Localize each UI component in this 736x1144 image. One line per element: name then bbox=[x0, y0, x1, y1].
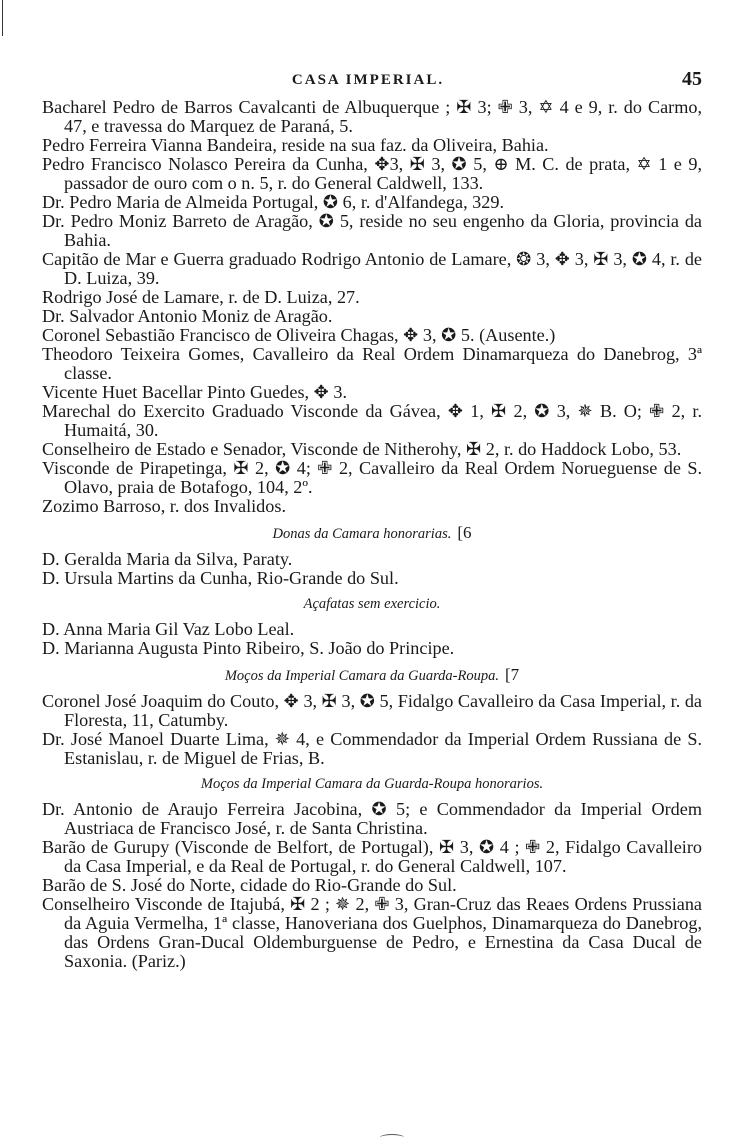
page-number: 45 bbox=[682, 68, 702, 90]
list-item: Marechal do Exercito Graduado Visconde da Gávea, ✥ 1, ✠ 2, ✪ 3, ✵ B. O; ✙ 2, r. Humaitá, 30. bbox=[42, 401, 702, 440]
list-item: Dr. Pedro Moniz Barreto de Aragão, ✪ 5, reside no seu engenho da Gloria, provincia da Bahia. bbox=[42, 211, 702, 250]
list-item: Conselheiro de Estado e Senador, Visconde de Nitherohy, ✠ 2, r. do Haddock Lobo, 53. bbox=[42, 439, 682, 459]
section-ref: [6 bbox=[457, 523, 472, 542]
list-item: Coronel Sebastião Francisco de Oliveira Chagas, ✥ 3, ✪ 5. (Ausente.) bbox=[42, 325, 556, 345]
section-heading-mocos-honorarios bbox=[42, 775, 702, 794]
section-title: Moços da Imperial Camara da Guarda-Roupa. bbox=[224, 668, 499, 684]
section-ref: [7 bbox=[504, 665, 520, 684]
list-item: D. Ursula Martins da Cunha, Rio-Grande do Sul. bbox=[42, 568, 399, 588]
list-item: Coronel José Joaquim do Couto, ✥ 3, ✠ 3, ✪ 5, Fidalgo Cavalleiro da Casa Imperial, r. da Floresta, 11, Catumby. bbox=[42, 691, 702, 730]
page-content bbox=[42, 98, 702, 971]
list-item: Barão de Gurupy (Visconde de Belfort, de Portugal), ✠ 3, ✪ 4 ; ✙ 2, Fidalgo Cavalleiro da Casa Imperial, e da Real de Portugal, r. do General Caldwell, 107. bbox=[42, 837, 702, 876]
entry-list-3 bbox=[42, 620, 702, 658]
entry-list-4 bbox=[42, 692, 702, 768]
list-item: Capitão de Mar e Guerra graduado Rodrigo Antonio de Lamare, ❂ 3, ✥ 3, ✠ 3, ✪ 4, r. de D. Luiza, 39. bbox=[42, 249, 702, 288]
list-item: Vicente Huet Bacellar Pinto Guedes, ✥ 3. bbox=[42, 382, 348, 402]
page-bottom-mark bbox=[380, 1134, 404, 1141]
list-item: Conselheiro Visconde de Itajubá, ✠ 2 ; ✵ 2, ✙ 3, Gran-Cruz das Reaes Ordens Prussiana da Aguia Vermelha, 1ª classe, Hanoveriana dos Guelphos, Dinamarqueza do Danebrog, das Ordens Gran-Ducal Oldemburguense de Pedro, e Ernestina da Casa Ducal de Saxonia. (Pariz.) bbox=[42, 894, 702, 971]
list-item: D. Marianna Augusta Pinto Ribeiro, S. João do Principe. bbox=[42, 638, 455, 658]
list-item: Pedro Ferreira Vianna Bandeira, reside na sua faz. da Oliveira, Bahia. bbox=[42, 135, 549, 155]
list-item: D. Geralda Maria da Silva, Paraty. bbox=[42, 549, 293, 569]
running-title: CASA IMPERIAL. bbox=[291, 72, 445, 88]
list-item: Dr. Pedro Maria de Almeida Portugal, ✪ 6, r. d'Alfandega, 329. bbox=[42, 192, 504, 212]
entry-list-1 bbox=[42, 98, 702, 516]
list-item: Dr. Antonio de Araujo Ferreira Jacobina, ✪ 5; e Commendador da Imperial Ordem Austriaca de Francisco José, r. de Santa Christina. bbox=[42, 799, 702, 838]
section-title: Moços da Imperial Camara da Guarda-Roupa honorarios. bbox=[200, 776, 544, 792]
list-item: Pedro Francisco Nolasco Pereira da Cunha, ✥3, ✠ 3, ✪ 5, ⊕ M. C. de prata, ✡ 1 e 9, passador de ouro com o n. 5, r. do General Caldwell, 133. bbox=[42, 154, 702, 193]
section-title: Açafatas sem exercicio. bbox=[303, 596, 441, 612]
section-heading-acafatas bbox=[42, 595, 702, 614]
section-title: Donas da Camara honorarias. bbox=[272, 526, 452, 542]
section-heading-mocos bbox=[42, 665, 702, 686]
list-item: Theodoro Teixeira Gomes, Cavalleiro da Real Ordem Dinamarqueza do Danebrog, 3ª classe. bbox=[42, 344, 702, 383]
list-item: Barão de S. José do Norte, cidade do Rio-Grande do Sul. bbox=[42, 875, 457, 895]
list-item: Dr. Salvador Antonio Moniz de Aragão. bbox=[42, 306, 333, 326]
list-item: Dr. José Manoel Duarte Lima, ✵ 4, e Commendador da Imperial Ordem Russiana de S. Estanislau, r. de Miguel de Frias, B. bbox=[42, 729, 702, 768]
list-item: Visconde de Pirapetinga, ✠ 2, ✪ 4; ✙ 2, Cavalleiro da Real Ordem Norueguense de S. Olavo, praia de Botafogo, 104, 2º. bbox=[42, 458, 702, 497]
list-item: D. Anna Maria Gil Vaz Lobo Leal. bbox=[42, 619, 295, 639]
entry-list-2 bbox=[42, 550, 702, 588]
section-heading-donas bbox=[42, 523, 702, 544]
list-item: Zozimo Barroso, r. dos Invalidos. bbox=[42, 496, 286, 516]
list-item: Bacharel Pedro de Barros Cavalcanti de Albuquerque ; ✠ 3; ✙ 3, ✡ 4 e 9, r. do Carmo, 47, e travessa do Marquez de Paraná, 5. bbox=[42, 97, 702, 136]
margin-rule bbox=[2, 0, 3, 36]
list-item: Rodrigo José de Lamare, r. de D. Luiza, 27. bbox=[42, 287, 360, 307]
entry-list-5 bbox=[42, 800, 702, 971]
